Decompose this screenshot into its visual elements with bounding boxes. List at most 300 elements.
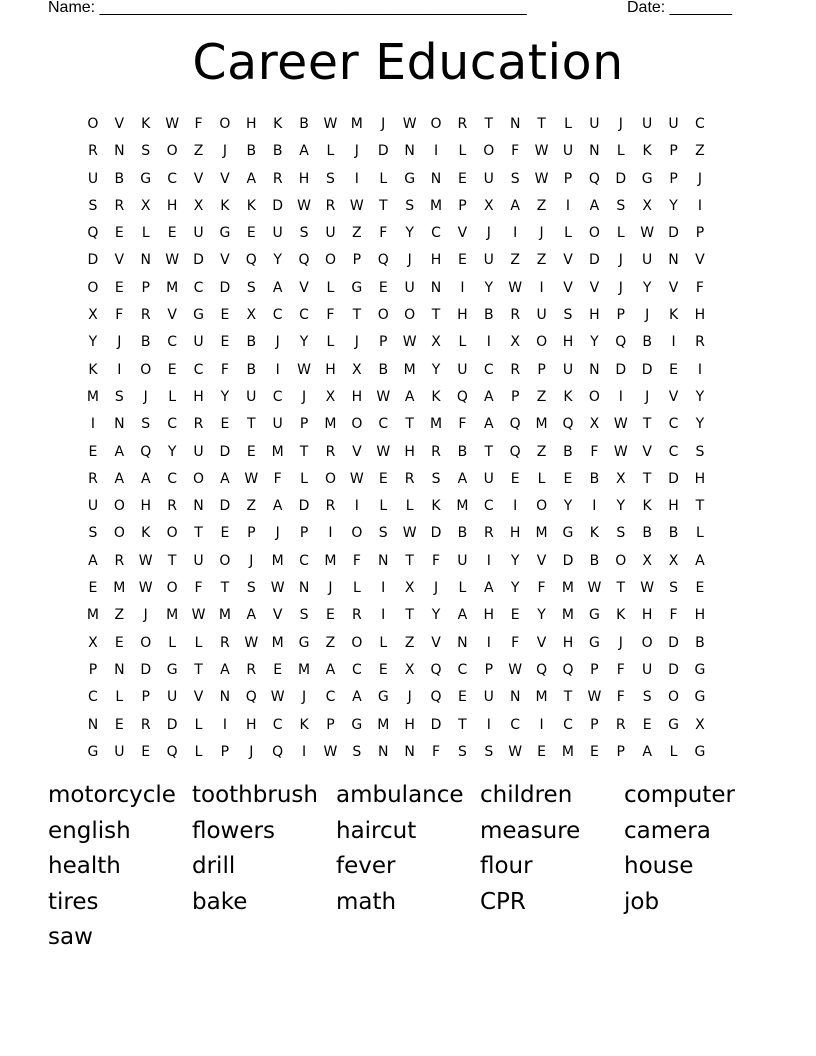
grid-cell: H — [140, 498, 152, 515]
grid-cell: R — [351, 607, 363, 624]
grid-cell: T — [405, 416, 415, 433]
grid-cell: D — [219, 279, 231, 296]
grid-cell: V — [220, 252, 231, 269]
grid-cell: H — [694, 307, 706, 324]
grid-cell: G — [668, 716, 680, 733]
grid-cell: C — [510, 716, 521, 733]
grid-cell: J — [407, 252, 413, 269]
grid-cell: D — [668, 225, 680, 242]
grid-cell: O — [324, 252, 337, 269]
grid-cell: F — [431, 743, 441, 760]
grid-cell: J — [222, 143, 228, 160]
grid-cell: M — [561, 607, 575, 624]
grid-row — [80, 657, 744, 684]
grid-cell: H — [589, 307, 601, 324]
grid-cell: O — [615, 552, 627, 569]
date-field-label: Date: _______ — [627, 0, 732, 16]
grid-cell: C — [483, 361, 495, 378]
grid-cell: W — [534, 143, 549, 160]
grid-cell: Z — [695, 143, 706, 160]
name-field-label: Name: ________________________________________________ — [48, 0, 527, 16]
grid-cell: B — [457, 443, 468, 460]
grid-cell: K — [141, 525, 151, 542]
grid-cell: P — [458, 197, 468, 214]
grid-cell: K — [668, 307, 679, 324]
grid-cell: L — [537, 470, 546, 487]
grid-cell: W — [297, 361, 312, 378]
grid-cell: C — [668, 416, 679, 433]
grid-cell: F — [511, 634, 520, 651]
grid-cell: W — [138, 580, 154, 597]
grid-cell: I — [486, 334, 492, 351]
grid-cell: L — [696, 525, 705, 542]
grid-cell: R — [246, 661, 257, 678]
grid-cell: A — [220, 470, 231, 487]
grid-cell: I — [671, 334, 677, 351]
grid-cell: H — [668, 498, 680, 515]
grid-cell: J — [117, 334, 122, 351]
grid-cell: Y — [563, 498, 573, 515]
grid-cell: E — [114, 279, 125, 296]
grid-cell: I — [381, 580, 386, 597]
grid-cell: H — [166, 197, 178, 214]
grid-cell: F — [431, 552, 441, 569]
grid-cell: A — [457, 470, 468, 487]
grid-cell: U — [642, 116, 653, 132]
grid-cell: M — [218, 607, 232, 624]
grid-cell: K — [616, 607, 626, 624]
grid-cell: M — [298, 661, 311, 678]
grid-cell: H — [246, 716, 258, 733]
grid-cell: N — [589, 361, 601, 378]
grid-cell: F — [669, 607, 679, 624]
grid-cell: I — [275, 361, 281, 378]
grid-cell: H — [457, 307, 469, 324]
grid-cell: W — [508, 279, 523, 296]
grid-cell: S — [695, 443, 705, 460]
grid-cell: V — [114, 252, 125, 269]
grid-cell: W — [349, 197, 365, 214]
grid-cell: S — [141, 143, 151, 160]
grid-cell: H — [509, 525, 521, 542]
grid-cell: V — [193, 170, 204, 187]
grid-cell: S — [457, 743, 468, 760]
grid-cell: C — [167, 334, 178, 351]
grid-cell: B — [642, 334, 653, 351]
grid-cell: O — [166, 525, 179, 542]
grid-cell: L — [379, 170, 388, 187]
grid-cell: P — [695, 225, 705, 242]
grid-cell: L — [326, 334, 335, 351]
grid-cell: T — [299, 443, 309, 460]
grid-cell: M — [535, 689, 549, 706]
grid-cell: Y — [273, 252, 283, 269]
grid-cell: R — [431, 443, 442, 460]
grid-cell: A — [352, 689, 363, 706]
grid-cell: M — [271, 634, 285, 651]
grid-cell: X — [325, 388, 336, 405]
grid-cell: Q — [456, 388, 469, 405]
grid-cell: G — [694, 743, 706, 760]
grid-cell: Q — [509, 443, 522, 460]
grid-cell: E — [669, 361, 679, 378]
grid-cell: W — [270, 689, 286, 706]
grid-cell: U — [668, 116, 680, 132]
grid-cell: A — [88, 552, 99, 569]
grid-cell: U — [457, 552, 469, 569]
grid-cell: J — [486, 225, 492, 242]
grid-cell: W — [297, 197, 312, 214]
grid-cell: H — [404, 716, 416, 733]
grid-cell: D — [193, 252, 205, 269]
grid-cell: E — [537, 743, 547, 760]
grid-cell: F — [695, 279, 705, 296]
grid-cell: P — [299, 525, 309, 542]
grid-cell: L — [669, 743, 678, 760]
grid-cell: R — [88, 470, 99, 487]
grid-cell: I — [539, 716, 545, 733]
grid-cell: E — [563, 470, 573, 487]
grid-cell: E — [273, 661, 283, 678]
grid-cell: O — [351, 416, 363, 433]
grid-cell: E — [220, 334, 230, 351]
grid-cell: P — [379, 334, 388, 351]
grid-cell: M — [324, 416, 337, 433]
grid-cell: A — [272, 498, 283, 515]
grid-cell: U — [642, 252, 653, 269]
grid-cell: W — [508, 743, 523, 760]
grid-cell: U — [562, 143, 574, 160]
grid-cell: H — [430, 252, 442, 269]
grid-cell: R — [88, 143, 99, 160]
grid-cell: N — [298, 580, 310, 597]
grid-cell: K — [141, 116, 151, 132]
grid-cell: B — [378, 361, 389, 378]
grid-cell: K — [431, 388, 442, 405]
grid-cell: I — [565, 197, 571, 214]
grid-cell: H — [325, 361, 337, 378]
grid-cell: C — [167, 416, 178, 433]
grid-cell: B — [140, 334, 152, 351]
grid-cell: D — [377, 143, 390, 160]
grid-cell: D — [668, 470, 680, 487]
grid-cell: D — [219, 498, 231, 515]
grid-cell: W — [349, 470, 365, 487]
grid-cell: L — [194, 634, 203, 651]
grid-cell: O — [113, 525, 126, 542]
grid-cell: D — [562, 552, 574, 569]
grid-cell: X — [642, 197, 653, 214]
grid-cell: J — [645, 307, 650, 324]
grid-cell: S — [88, 525, 98, 542]
grid-cell: Y — [405, 225, 415, 242]
grid-cell: Q — [509, 416, 522, 433]
grid-cell: X — [589, 416, 600, 433]
grid-cell: W — [165, 116, 180, 132]
grid-cell: E — [88, 443, 98, 460]
grid-row — [80, 302, 744, 329]
grid-cell: P — [669, 170, 679, 187]
grid-cell: J — [354, 143, 360, 160]
grid-cell: G — [351, 716, 363, 733]
grid-cell: K — [589, 525, 600, 542]
header — [48, 0, 748, 18]
grid-cell: A — [140, 470, 152, 487]
grid-cell: Q — [166, 743, 179, 760]
grid-cell: X — [352, 361, 363, 378]
grid-cell: X — [193, 197, 204, 214]
grid-row — [80, 520, 744, 547]
grid-cell: C — [351, 661, 363, 678]
grid-cell: I — [486, 552, 492, 569]
grid-cell: T — [642, 416, 652, 433]
grid-cell: E — [220, 525, 230, 542]
grid-cell: F — [616, 689, 626, 706]
grid-cell: S — [563, 307, 573, 324]
grid-cell: Y — [167, 443, 177, 460]
grid-cell: U — [562, 361, 574, 378]
grid-cell: U — [483, 170, 495, 187]
grid-cell: A — [246, 170, 257, 187]
grid-cell: B — [484, 307, 495, 324]
grid-cell: B — [272, 143, 283, 160]
grid-cell: T — [616, 580, 626, 597]
grid-cell: E — [510, 607, 521, 624]
grid-cell: T — [484, 443, 494, 460]
grid-cell: D — [166, 716, 178, 733]
grid-cell: C — [457, 661, 468, 678]
grid-cell: F — [194, 116, 204, 132]
grid-cell: R — [193, 416, 204, 433]
grid-cell: O — [140, 634, 152, 651]
word-bank-item: CPR — [480, 888, 526, 915]
grid-cell: K — [642, 143, 653, 160]
grid-cell: E — [457, 170, 468, 187]
grid-cell: Z — [352, 225, 363, 242]
grid-row — [80, 357, 744, 384]
grid-cell: W — [244, 470, 259, 487]
grid-cell: P — [537, 361, 547, 378]
grid-cell: E — [457, 689, 468, 706]
grid-cell: M — [113, 580, 126, 597]
grid-cell: M — [429, 197, 443, 214]
grid-cell: C — [563, 716, 574, 733]
grid-cell: E — [141, 743, 151, 760]
grid-cell: D — [298, 498, 310, 515]
grid-cell: J — [143, 607, 149, 624]
grid-cell: U — [87, 498, 99, 515]
grid-cell: Q — [298, 252, 311, 269]
grid-cell: Y — [695, 416, 705, 433]
grid-cell: O — [324, 470, 337, 487]
grid-cell: Q — [615, 334, 627, 351]
word-bank-item: children — [480, 782, 573, 808]
grid-cell: I — [539, 279, 545, 296]
grid-cell: O — [404, 307, 416, 324]
grid-cell: H — [483, 607, 495, 624]
grid-cell: P — [616, 307, 626, 324]
word-bank-item: health — [48, 853, 121, 880]
grid-cell: E — [114, 716, 125, 733]
grid-cell: Y — [669, 197, 679, 214]
grid-cell: X — [88, 307, 99, 324]
word-bank-item: flour — [480, 853, 533, 880]
grid-cell: G — [641, 170, 654, 187]
grid-cell: V — [457, 225, 468, 242]
grid-cell: A — [114, 470, 125, 487]
grid-cell: C — [88, 689, 99, 706]
grid-cell: F — [115, 307, 124, 324]
grid-cell: E — [88, 580, 98, 597]
grid-cell: N — [378, 743, 389, 760]
grid-cell: L — [352, 580, 362, 597]
grid-cell: T — [352, 307, 362, 324]
grid-cell: X — [404, 580, 415, 597]
grid-cell: L — [141, 225, 151, 242]
grid-cell: I — [381, 607, 386, 624]
grid-cell: U — [272, 416, 284, 433]
grid-cell: E — [695, 580, 705, 597]
grid-cell: S — [299, 607, 310, 624]
grid-cell: E — [167, 225, 178, 242]
grid-cell: Q — [430, 689, 443, 706]
word-bank-item: camera — [624, 817, 711, 844]
grid-cell: J — [249, 743, 254, 760]
grid-cell: W — [244, 634, 259, 651]
grid-cell: M — [535, 525, 549, 542]
grid-cell: B — [695, 634, 706, 651]
grid-cell: C — [193, 279, 204, 296]
grid-cell: A — [695, 552, 706, 569]
grid-cell: C — [299, 307, 310, 324]
grid-cell: C — [167, 470, 178, 487]
grid-cell: T — [563, 689, 573, 706]
grid-cell: E — [246, 225, 257, 242]
grid-cell: W — [587, 689, 602, 706]
grid-cell: M — [350, 116, 364, 132]
grid-cell: N — [114, 416, 126, 433]
grid-cell: T — [695, 498, 705, 515]
grid-cell: J — [302, 388, 307, 405]
grid-cell: S — [484, 743, 494, 760]
grid-cell: I — [302, 743, 307, 760]
grid-cell: U — [272, 225, 284, 242]
grid-cell: M — [86, 607, 100, 624]
grid-cell: M — [86, 388, 100, 405]
grid-cell: C — [668, 443, 679, 460]
grid-cell: R — [114, 552, 125, 569]
grid-cell: W — [376, 388, 391, 405]
grid-cell: F — [458, 416, 467, 433]
grid-cell: X — [404, 661, 415, 678]
grid-cell: N — [140, 252, 152, 269]
grid-cell: L — [194, 743, 203, 760]
grid-cell: M — [271, 552, 285, 569]
grid-cell: W — [613, 416, 629, 433]
grid-cell: U — [114, 743, 125, 760]
word-bank-item: ambulance — [336, 782, 464, 808]
grid-cell: Y — [484, 279, 494, 296]
grid-cell: U — [642, 661, 653, 678]
grid-cell: Y — [510, 552, 520, 569]
grid-cell: F — [537, 580, 547, 597]
grid-cell: F — [326, 307, 335, 324]
grid-cell: U — [246, 388, 257, 405]
grid-cell: B — [246, 334, 257, 351]
grid-cell: V — [668, 388, 679, 405]
grid-cell: X — [668, 552, 679, 569]
grid-cell: L — [458, 334, 467, 351]
grid-cell: O — [351, 634, 363, 651]
page-title: Career Education — [192, 34, 624, 91]
grid-cell: J — [143, 388, 149, 405]
grid-cell: L — [616, 143, 626, 160]
grid-cell: A — [589, 197, 600, 214]
grid-cell: T — [405, 552, 415, 569]
grid-cell: P — [563, 170, 573, 187]
grid-cell: S — [246, 580, 257, 597]
grid-cell: V — [536, 634, 547, 651]
grid-cell: G — [404, 170, 416, 187]
grid-cell: J — [618, 279, 624, 296]
grid-cell: F — [511, 143, 520, 160]
grid-cell: B — [668, 525, 679, 542]
grid-cell: Q — [272, 743, 284, 760]
grid-cell: D — [272, 197, 284, 214]
grid-cell: O — [192, 470, 205, 487]
grid-cell: P — [220, 743, 230, 760]
grid-cell: A — [484, 416, 495, 433]
grid-cell: P — [88, 661, 98, 678]
grid-cell: U — [87, 170, 99, 187]
grid-cell: R — [615, 716, 627, 733]
grid-cell: S — [352, 743, 362, 760]
grid-row — [80, 575, 744, 602]
grid-cell: Q — [562, 416, 574, 433]
grid-cell: Y — [431, 607, 441, 624]
grid-cell: N — [114, 661, 126, 678]
grid-cell: B — [457, 525, 468, 542]
grid-cell: M — [324, 552, 337, 569]
grid-cell: F — [379, 225, 388, 242]
grid-cell: L — [194, 716, 203, 733]
grid-cell: Y — [616, 498, 626, 515]
grid-cell: J — [275, 525, 281, 542]
grid-row — [80, 247, 744, 274]
grid-cell: T — [537, 116, 547, 132]
grid-cell: U — [166, 689, 178, 706]
grid-cell: T — [220, 580, 230, 597]
grid-cell: R — [167, 498, 178, 515]
grid-cell: Z — [114, 607, 125, 624]
grid-cell: T — [458, 716, 468, 733]
grid-cell: J — [645, 388, 650, 405]
grid-cell: F — [194, 580, 204, 597]
grid-cell: A — [484, 388, 495, 405]
grid-row — [80, 548, 744, 575]
grid-cell: Y — [537, 607, 547, 624]
grid-cell: P — [590, 716, 600, 733]
grid-cell: A — [299, 143, 310, 160]
grid-row — [80, 138, 744, 165]
grid-cell: B — [114, 170, 125, 187]
grid-cell: E — [167, 361, 178, 378]
grid-cell: U — [483, 470, 495, 487]
grid-cell: A — [642, 743, 653, 760]
grid-cell: X — [484, 197, 495, 214]
grid-row — [80, 275, 744, 302]
grid-cell: G — [298, 634, 310, 651]
